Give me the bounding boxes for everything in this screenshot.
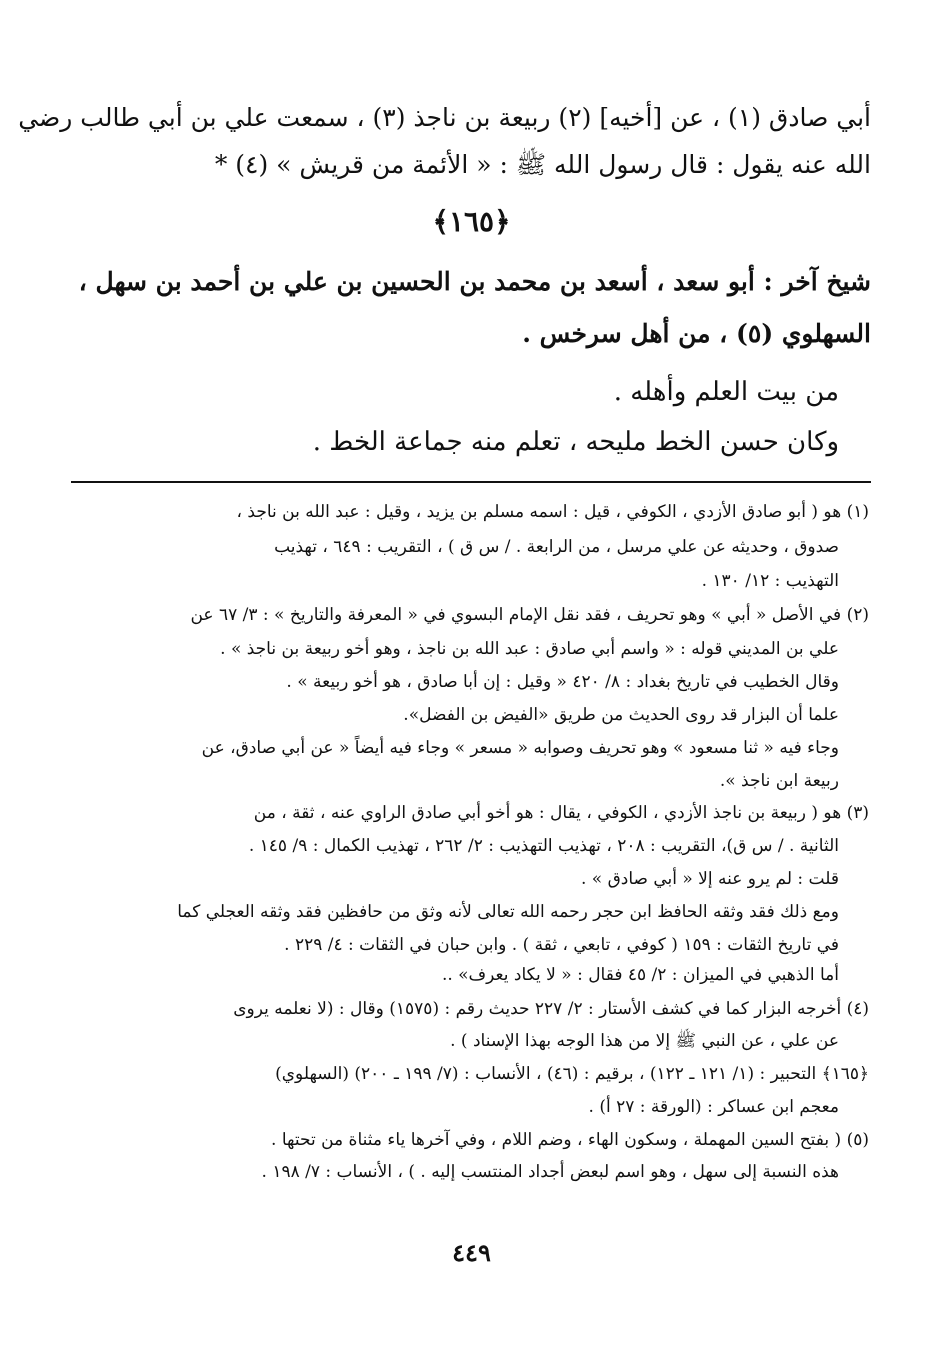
footnote-line: الثانية . / س ق)، التقريب : ٢٠٨ ، تهذيب التهذيب : ٢/ ٢٦٢ ، تهذيب الكمال : ٩/ ١٤٥ . xyxy=(248,836,839,856)
quote-line-2: وكان حسن الخط مليحه ، تعلم منه جماعة الخط . xyxy=(312,427,839,457)
entry-title-line-1: شيخ آخر : أبو سعد ، أسعد بن محمد بن الحسين بن علي بن أحمد بن سهل ، xyxy=(78,267,871,296)
footnote-line: (٣) هو ( ربيعة بن ناجذ الأزدي ، الكوفي ، يقال : هو أخو أبي صادق الراوي عنه ، ثقة ، من xyxy=(253,803,869,823)
footnote-line: ﴿١٦٥﴾ التحبير : (١/ ١٢١ ـ ١٢٢) ، برقيم : (٤٦) ، الأنساب : (٧/ ١٩٩ ـ ٢٠٠) (السهلوي) xyxy=(275,1064,869,1084)
footnote-line: علما أن البزار قد روى الحديث من طريق «الفيض بن الفضل». xyxy=(403,705,839,725)
footnote-line: عن علي ، عن النبي ﷺ إلا من هذا الوجه بهذا الإسناد ) . xyxy=(450,1031,839,1051)
footnote-line: (٤) أخرجه البزار كما في كشف الأستار : ٢/ ٢٢٧ حديث رقم : (١٥٧٥) وقال : (لا نعلمه يروى xyxy=(233,999,869,1019)
quote-line-1: من بيت العلم وأهله . xyxy=(613,377,839,407)
footnote-divider xyxy=(71,481,871,483)
footnote-line: (٢) في الأصل « أبي » وهو تحريف ، فقد نقل الإمام البسوي في « المعرفة والتاريخ » : ٣/ ٦٧ عن xyxy=(190,605,869,625)
footnote-line: في تاريخ الثقات : ١٥٩ ( كوفي ، تابعي ، ثقة ) . وابن حبان في الثقات : ٤/ ٢٢٩ . xyxy=(284,935,839,955)
footnote-line: علي بن المديني قوله : « واسم أبي صادق : عبد الله بن ناجذ ، وهو أخو ربيعة بن ناجذ » . xyxy=(220,639,839,659)
page-number: ٤٤٩ xyxy=(452,1238,491,1267)
footnote-line: صدوق ، وحديثه عن علي مرسل ، من الرابعة . / س ق ) ، التقريب : ٦٤٩ ، تهذيب xyxy=(274,537,839,557)
footnote-line: هذه النسبة إلى سهل ، وهو اسم لبعض أجداد المنتسب إليه . ) ، الأنساب : ٧/ ١٩٨ . xyxy=(261,1162,839,1182)
main-text-line-2: الله عنه يقول : قال رسول الله ﷺ : « الأئمة من قريش » (٤) * xyxy=(214,150,871,179)
footnote-line: (١) هو ( أبو صادق الأزدي ، الكوفي ، قيل : اسمه مسلم بن يزيد ، وقيل : عبد الله بن ناجذ ، xyxy=(236,502,869,522)
main-text-line-1: أبي صادق (١) ، عن [أخيه] (٢) ربيعة بن ناجذ (٣) ، سمعت علي بن أبي طالب رضي xyxy=(18,103,871,132)
footnote-line: أما الذهبي في الميزان : ٢/ ٤٥ فقال : « لا يكاد يعرف» .. xyxy=(441,965,839,985)
footnote-line: معجم ابن عساكر : (الورقة : ٢٧ أ) . xyxy=(588,1097,839,1117)
entry-number-heading: ﴿١٦٥﴾ xyxy=(432,205,511,238)
entry-title-line-2: السهلوي (٥) ، من أهل سرخس . xyxy=(522,319,871,348)
footnote-line: ومع ذلك فقد وثقه الحافظ ابن حجر رحمه الله تعالى لأنه وثق من حافظين فقد وثقه العجلي كما xyxy=(177,902,839,922)
footnote-line: وجاء فيه « ثنا مسعود » وهو تحريف وصوابه « مسعر » وجاء فيه أيضاً « عن أبي صادق، عن xyxy=(201,738,839,758)
footnote-line: التهذيب : ١٢/ ١٣٠ . xyxy=(701,571,839,591)
footnote-line: ربيعة ابن ناجذ ». xyxy=(719,771,839,791)
footnote-line: قلت : لم يرو عنه إلا « أبي صادق » . xyxy=(580,869,839,889)
footnote-line: وقال الخطيب في تاريخ بغداد : ٨/ ٤٢٠ « وقيل : إن أبا صادق ، هو أخو ربيعة » . xyxy=(286,672,839,692)
footnote-line: (٥) ( بفتح السين المهملة ، وسكون الهاء ، وضم اللام ، وفي آخرها ياء مثناة من تحتها . xyxy=(271,1130,869,1150)
